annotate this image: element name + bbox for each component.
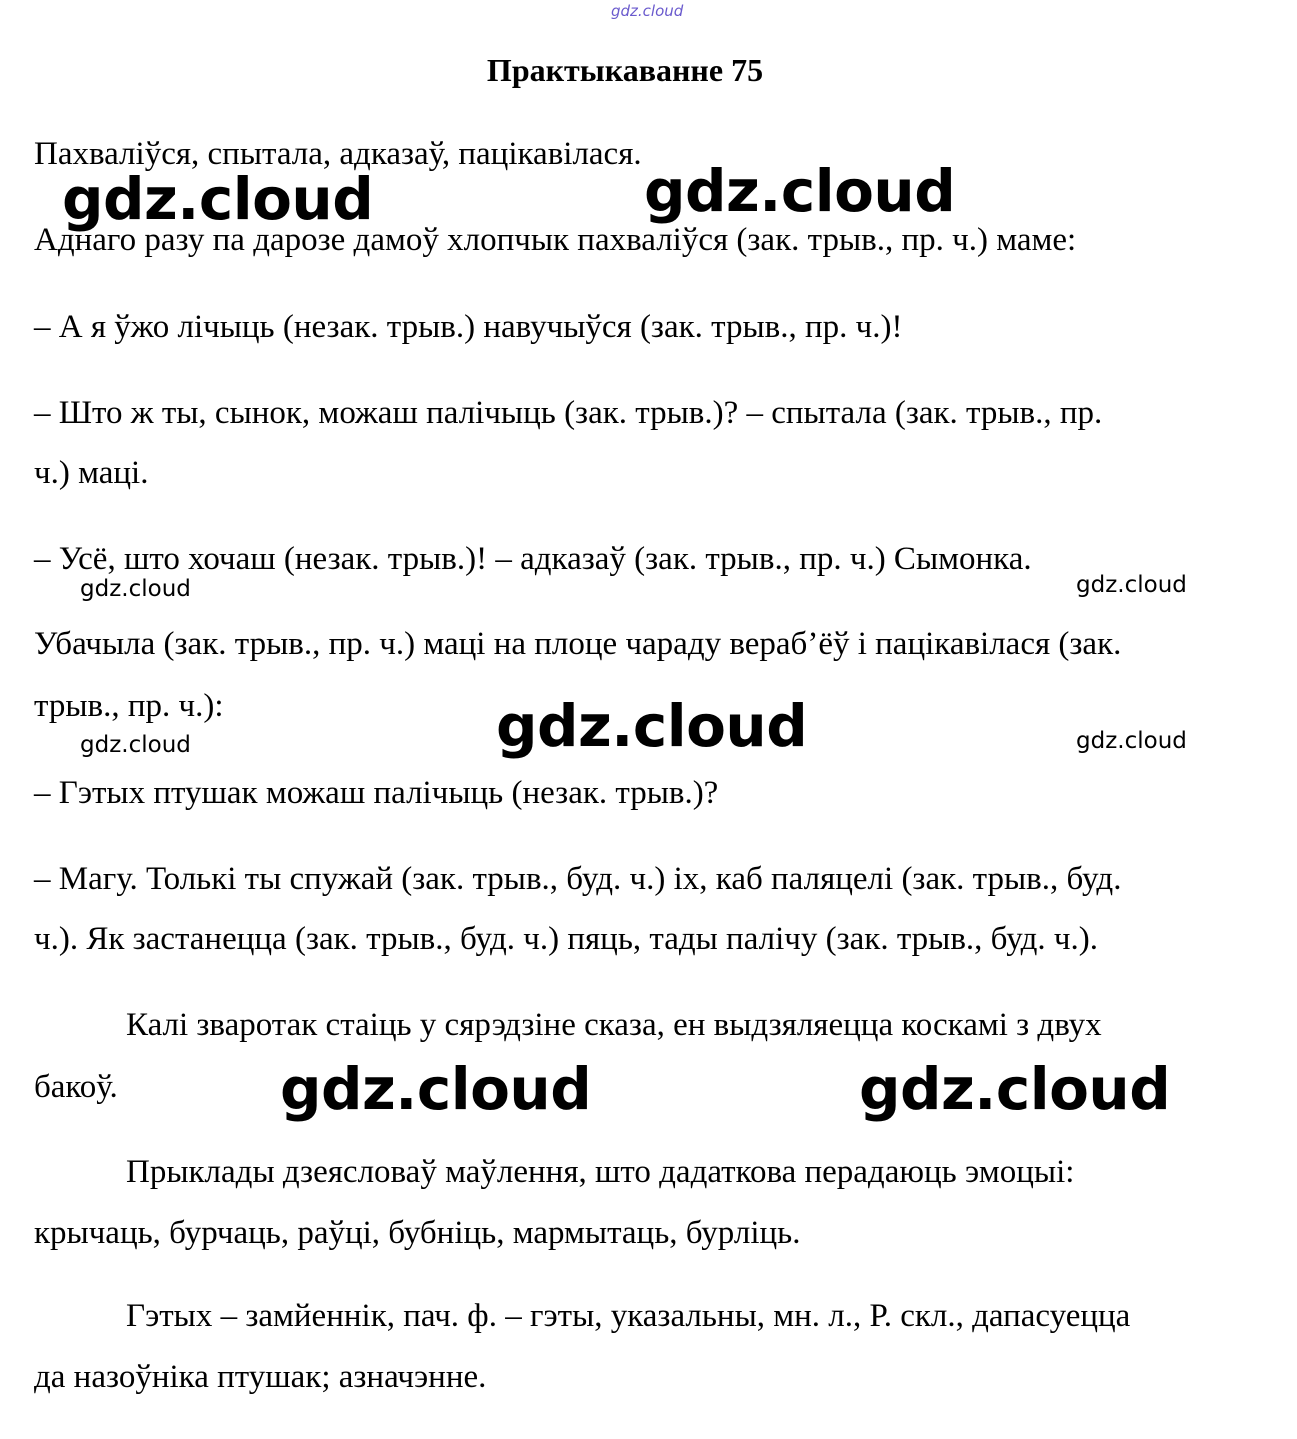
watermark-small: gdz.cloud xyxy=(80,576,191,602)
text-line-17: да назоўніка птушак; азначэнне. xyxy=(34,1359,487,1395)
text-line-10: – Магу. Толькі ты спужай (зак. трыв., буд. ч.) іх, каб паляцелі (зак. трыв., буд. xyxy=(34,861,1122,897)
watermark-large: gdz.cloud xyxy=(280,1055,592,1123)
text-line-5: ч.) маці. xyxy=(34,455,149,491)
watermark-large: gdz.cloud xyxy=(496,692,808,760)
text-line-8: трыв., пр. ч.): xyxy=(34,688,224,724)
text-line-14: Прыклады дзеясловаў маўлення, што дадаткова перадаюць эмоцыі: xyxy=(126,1154,1075,1190)
text-line-13: бакоў. xyxy=(34,1069,118,1105)
watermark-large: gdz.cloud xyxy=(644,157,956,225)
text-line-15: крычаць, бурчаць, раўці, бубніць, мармытаць, бурліць. xyxy=(34,1215,801,1251)
text-line-6: – Усё, што хочаш (незак. трыв.)! – адказаў (зак. трыв., пр. ч.) Сымонка. xyxy=(34,541,1032,577)
page-title: Практыкаванне 75 xyxy=(486,52,764,88)
watermark-large: gdz.cloud xyxy=(859,1055,1171,1123)
text-line-16: Гэтых – замйеннік, пач. ф. – гэты, указальны, мн. л., Р. скл., дапасуецца xyxy=(126,1298,1131,1334)
text-line-4: – Што ж ты, сынок, можаш палічыць (зак. трыв.)? – спытала (зак. трыв., пр. xyxy=(34,395,1103,431)
watermark-large: gdz.cloud xyxy=(62,165,374,233)
text-line-11: ч.). Як застанецца (зак. трыв., буд. ч.) пяць, тады палічу (зак. трыв., буд. ч.). xyxy=(34,921,1098,957)
text-line-2: Аднаго разу па дарозе дамоў хлопчык пахваліўся (зак. трыв., пр. ч.) маме: xyxy=(34,222,1077,258)
text-line-9: – Гэтых птушак можаш палічыць (незак. трыв.)? xyxy=(34,775,719,811)
text-line-1: Пахваліўся, спытала, адказаў, пацікавілася. xyxy=(34,136,642,172)
watermark-small: gdz.cloud xyxy=(1076,572,1187,598)
top-source-watermark: gdz.cloud xyxy=(611,2,684,20)
text-line-12: Калі зваротак стаіць у сярэдзіне сказа, ен выдзяляецца коскамі з двух xyxy=(126,1007,1102,1043)
text-line-7: Убачыла (зак. трыв., пр. ч.) маці на плоце чараду вераб’ёў і пацікавілася (зак. xyxy=(34,626,1122,662)
watermark-small: gdz.cloud xyxy=(80,732,191,758)
watermark-small: gdz.cloud xyxy=(1076,728,1187,754)
text-line-3: – А я ўжо лічыць (незак. трыв.) навучыўся (зак. трыв., пр. ч.)! xyxy=(34,309,903,345)
